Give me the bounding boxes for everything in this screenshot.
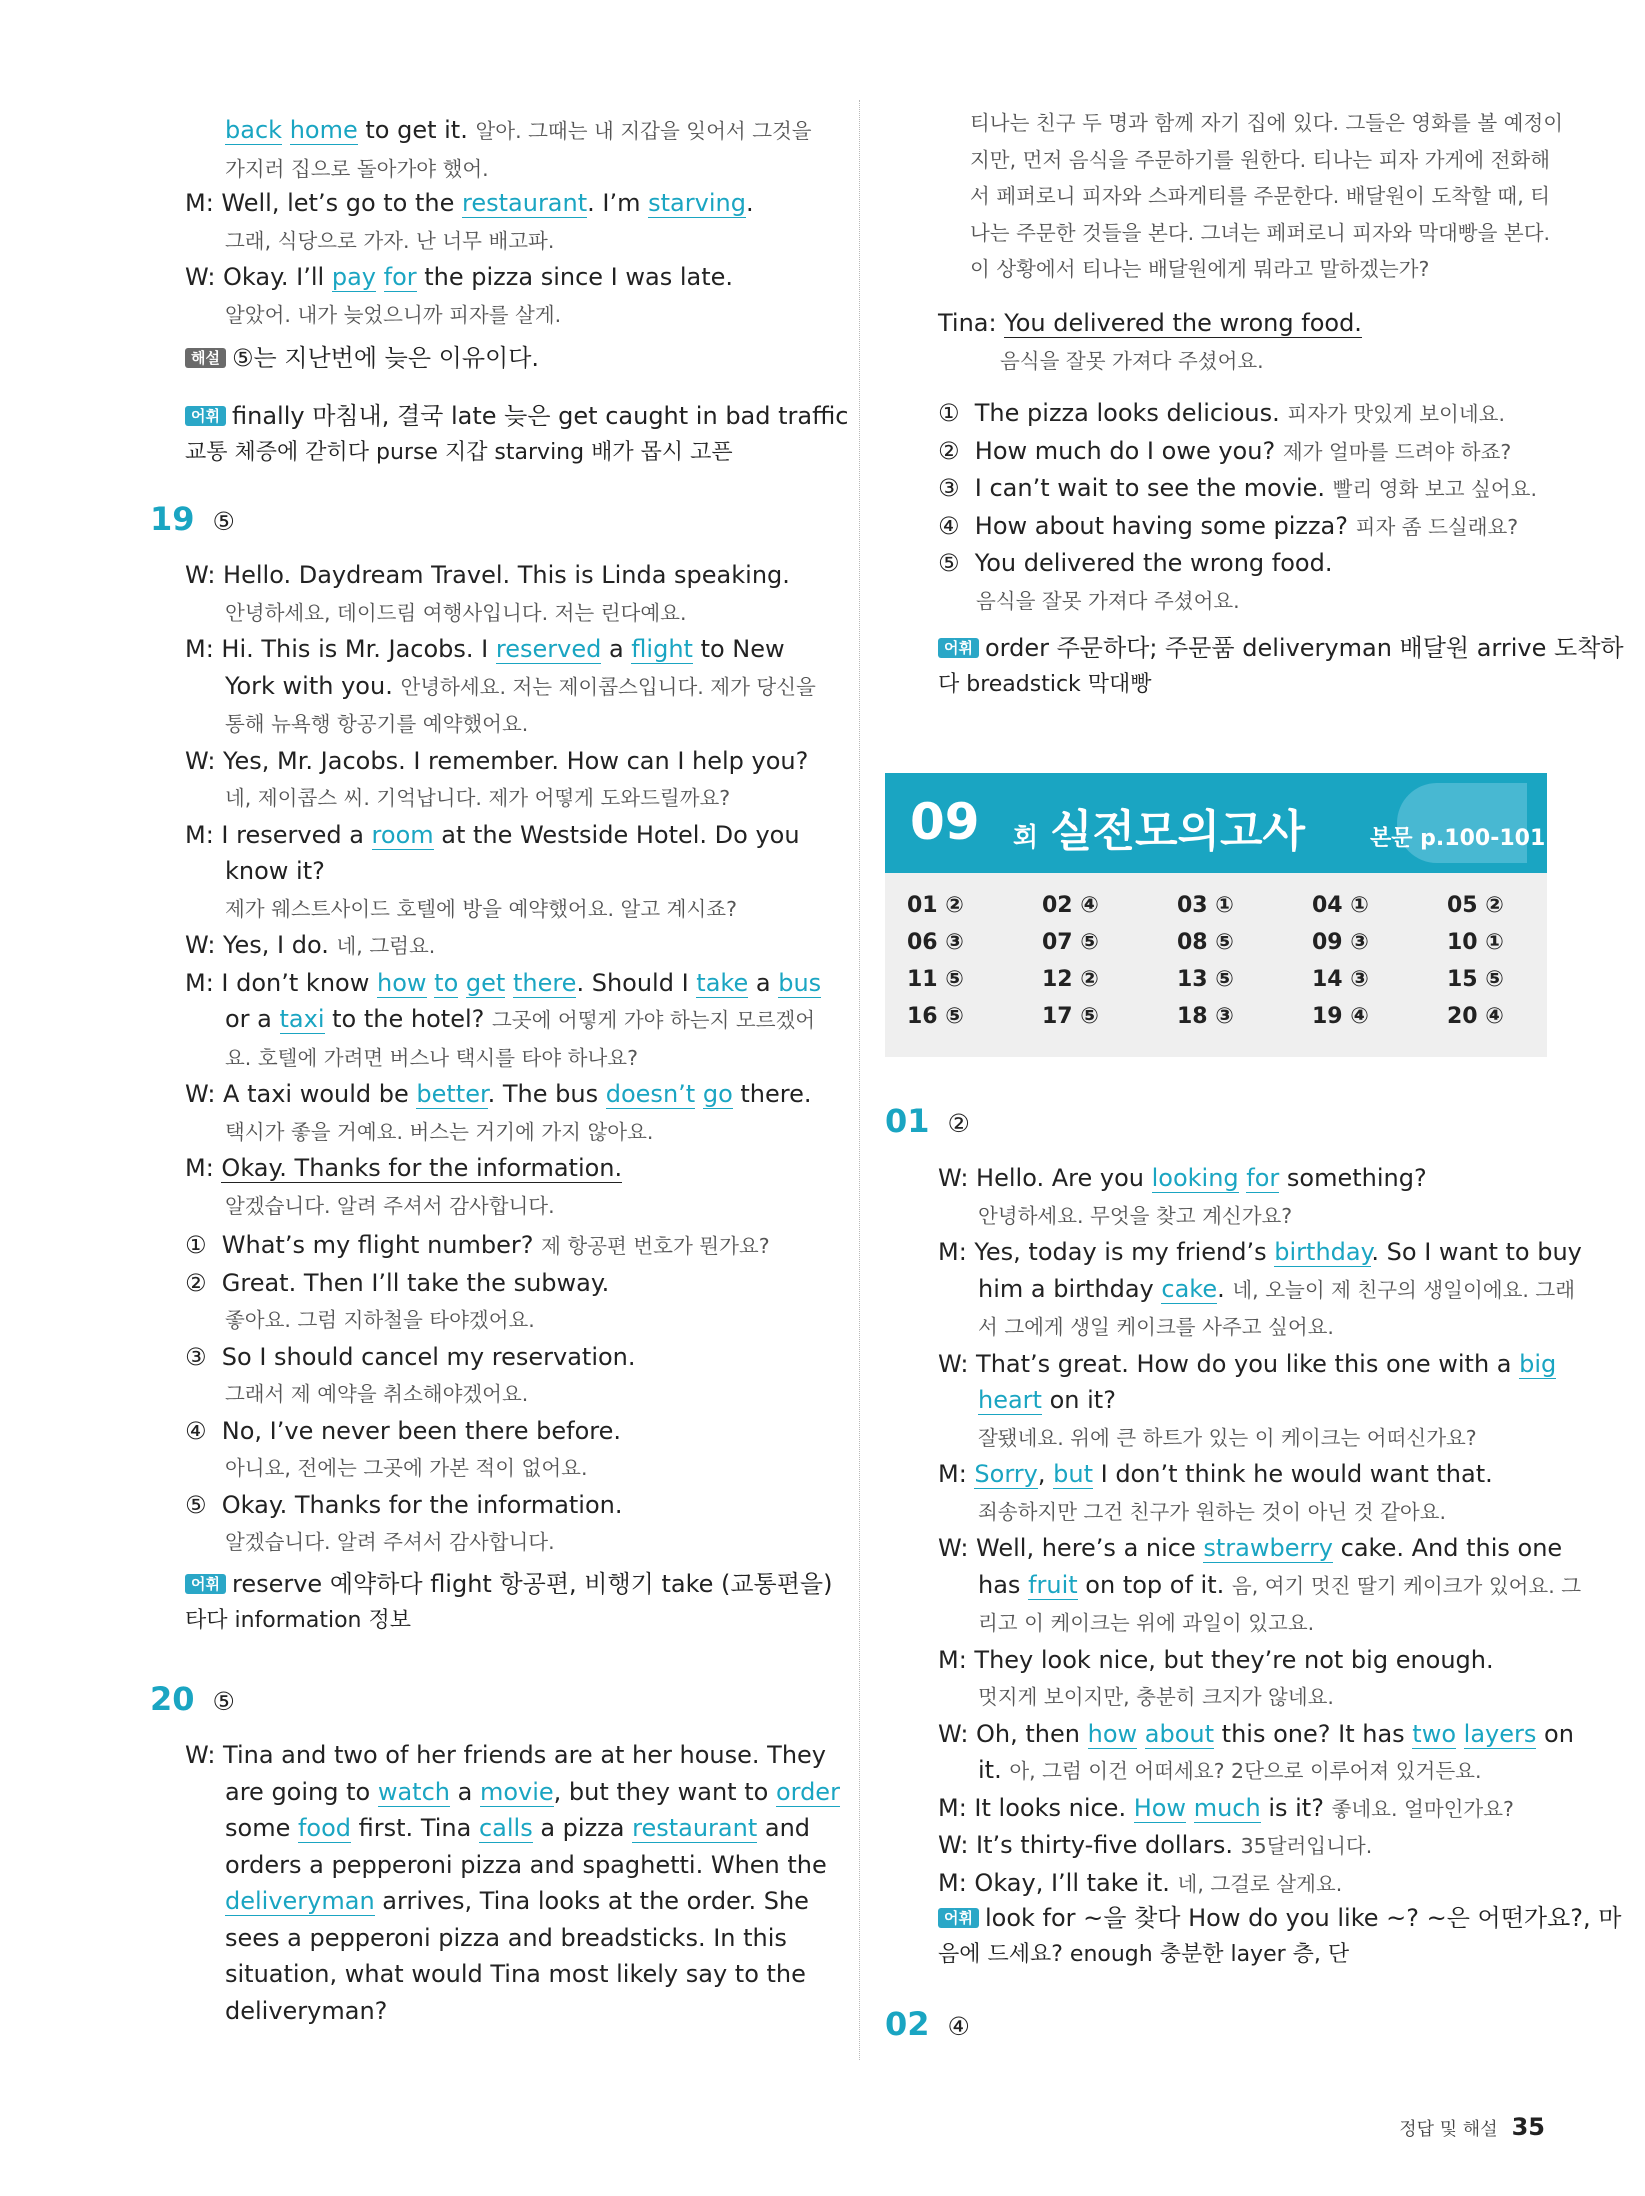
q01-vocab: 어휘 look for ~을 찾다 How do you like ~? ~은 어떤가요?, 마 음에 드세요? enough 충분한 layer 층, 단 — [938, 1904, 1622, 1967]
answer-item: 04 ① — [1312, 893, 1369, 918]
page-footer — [1399, 2113, 1545, 2141]
answer-item: 16 ⑤ — [907, 1004, 964, 1029]
answer-item: 08 ⑤ — [1177, 930, 1234, 955]
answer-item: 06 ③ — [907, 930, 964, 955]
banner-title: 실전모의고사 — [1050, 806, 1306, 857]
q19-dialogue: W: Hello. Daydream Travel. This is Linda speaking. 안녕하세요, 데이드림 여행사입니다. 저는 린다예요. M: Hi. This is Mr. Jacobs. I reserved a flight to New York with you. 안녕하세요. 저는 제이콥스입니다. 제가 당신을 통해 뉴욕행 항공기를 예약했어요. W: Yes, Mr. Jacobs. I remember. How can I help you? 네, 제이콥스 씨. 기억납니다. 제가 어떻게 도와드릴까요? M: I reserved a room at the Westside Hotel. Do you know it? 제가 웨스트사이드 호텔에 방을 예약했어요. 알고 계시죠? W: Yes, I do. 네, 그럼요. M: I don’t know how to get there. Should I take a bus or a taxi to the hotel? 그곳에 어떻게 가야 하는지 모르겠어 요. 호텔에 가려면 버스나 택시를 타야 하나요? W: A taxi would be better. The bus doesn’t go there. 택시가 좋을 거예요. 버스는 거기에 가지 않아요. M: Okay. Thanks for the information. 알겠습니다. 알려 주셔서 감사합니다. — [185, 561, 822, 1218]
question-answer: ② — [947, 1109, 970, 1138]
q19-header — [150, 500, 235, 538]
answer-item: 05 ② — [1447, 893, 1504, 918]
column-divider — [859, 100, 860, 2060]
answer-item: 07 ⑤ — [1042, 930, 1099, 955]
dialogue-line: W: Okay. I’ll pay for the pizza since I was late. — [185, 263, 734, 291]
question-answer: ⑤ — [212, 1687, 235, 1716]
q18-explanation: 해설 ⑤는 지난번에 늦은 이유이다. — [185, 340, 539, 377]
q18-dialogue — [185, 185, 754, 333]
answer-item: 12 ② — [1042, 967, 1099, 992]
q20-options: ① The pizza looks delicious. 피자가 맛있게 보이네요. ② How much do I owe you? 제가 얼마를 드려야 하죠? ③ I can’t wait to see the movie. 빨리 영화 보고 싶어요. ④ How about having some pizza? 피자 좀 드실래요? ⑤ You delivered the wrong food. 음식을 잘못 가져다 주셨어요. — [938, 399, 1537, 613]
q20-translation: 티나는 친구 두 명과 함께 자기 집에 있다. 그들은 영화를 볼 예정이 지만, 먼저 음식을 주문하기를 원한다. 티나는 피자 가게에 전화해 서 페퍼로니 피자와 스파게티를 주문한다. 배달원이 도착할 때, 티 나는 주문한 것들을 본다. 그녀는 페퍼로니 피자와 막대빵을 본다. 이 상황에서 티나는 배달원에게 뭐라고 말하겠는가? — [970, 111, 1564, 281]
answer-item: 11 ⑤ — [907, 967, 964, 992]
question-number: 19 — [150, 500, 195, 538]
q01-header — [885, 1102, 970, 1140]
answer-item: 20 ④ — [1447, 1004, 1504, 1029]
q20-answer-line: Tina: You delivered the wrong food. 음식을 잘못 가져다 주셨어요. — [938, 309, 1362, 373]
banner-suffix: 회 — [1013, 823, 1039, 853]
vocab-tag: 어휘 — [185, 1574, 226, 1594]
answer-item: 09 ③ — [1312, 930, 1369, 955]
dialogue-line: back home to get it. 알아. 그때는 내 지갑을 잊어서 그것을 — [225, 116, 812, 144]
q20-vocab: 어휘 order 주문하다; 주문품 deliveryman 배달원 arrive 도착하 다 breadstick 막대빵 — [938, 634, 1624, 697]
vocab-tag: 어휘 — [938, 638, 979, 658]
translation-line: 가지러 집으로 돌아가야 했어. — [225, 156, 489, 181]
vocab-tag: 어휘 — [938, 1908, 979, 1928]
question-number: 02 — [885, 2005, 930, 2043]
q19-options: ① What’s my flight number? 제 항공편 번호가 뭔가요? ② Great. Then I’ll take the subway. 좋아요. 그럼 지하철을 타야겠어요. ③ So I should cancel my reservation. 그래서 제 예약을 취소해야겠어요. ④ No, I’ve never been there before. 아니요, 전에는 그곳에 가본 적이 없어요. ⑤ Okay. Thanks for the information. 알겠습니다. 알려 주셔서 감사합니다. — [185, 1231, 770, 1554]
answer-item: 14 ③ — [1312, 967, 1369, 992]
answer-item: 15 ⑤ — [1447, 967, 1504, 992]
q19-vocab: 어휘 reserve 예약하다 flight 항공편, 비행기 take (교통편을) 타다 information 정보 — [185, 1570, 833, 1633]
q01-dialogue: W: Hello. Are you looking for something? 안녕하세요. 무엇을 찾고 계신가요? M: Yes, today is my friend’s birthday. So I want to buy him a birthday cake. 네, 오늘이 제 친구의 생일이에요. 그래 서 그에게 생일 케이크를 사주고 싶어요. W: That’s great. How do you like this one with a big heart on it? 잘됐네요. 위에 큰 하트가 있는 이 케이크는 어떠신가요? M: Sorry, but I don’t think he would want that. 죄송하지만 그건 친구가 원하는 것이 아닌 것 같아요. W: Well, here’s a nice strawberry cake. And this one has fruit on top of it. 음, 여기 멋진 딸기 케이크가 있어요. 그 리고 이 케이크는 위에 과일이 있고요. M: They look nice, but they’re not big enough. 멋지게 보이지만, 충분히 크지가 않네요. W: Oh, then how about this one? It has two layers on it. 아, 그럼 이건 어떠세요? 2단으로 이루어져 있거든요. M: It looks nice. How much is it? 좋네요. 얼마인가요? W: It’s thirty-five dollars. 35달러입니다. M: Okay, I’ll take it. 네, 그걸로 살게요. — [938, 1164, 1582, 1897]
answer-item: 02 ④ — [1042, 893, 1099, 918]
question-answer: ⑤ — [212, 507, 235, 536]
q18-vocab: 어휘 finally 마침내, 결국 late 늦은 get caught in bad traffic 교통 체증에 갇히다 purse 지갑 starving 배가 몹시 고픈 — [185, 402, 849, 465]
test-banner — [885, 773, 1547, 873]
translation-line: 그래, 식당으로 가자. 난 너무 배고파. — [225, 228, 555, 253]
q18-continuation — [225, 112, 812, 187]
page-number: 35 — [1511, 2113, 1545, 2141]
question-number: 20 — [150, 1680, 195, 1718]
answer-item: 19 ④ — [1312, 1004, 1369, 1029]
answer-item: 17 ⑤ — [1042, 1004, 1099, 1029]
q02-header — [885, 2005, 970, 2043]
question-number: 01 — [885, 1102, 930, 1140]
vocab-tag: 어휘 — [185, 406, 226, 426]
answer-item: 13 ⑤ — [1177, 967, 1234, 992]
answer-item: 18 ③ — [1177, 1004, 1234, 1029]
q20-header — [150, 1680, 235, 1718]
question-answer: ④ — [947, 2012, 970, 2041]
footer-label: 정답 및 해설 — [1399, 2119, 1498, 2140]
banner-page-ref: 본문 p.100-101 — [1370, 826, 1546, 851]
answer-item: 10 ① — [1447, 930, 1504, 955]
explanation-tag: 해설 — [185, 348, 226, 368]
q20-situation: W: Tina and two of her friends are at her house. They are going to watch a movie, but they want to order some food first. Tina calls a pizza restaurant and orders a pepperoni pizza and spaghetti. When the deliveryman arrives, Tina looks at the order. She sees a pepperoni pizza and breadsticks. In this situation, what would Tina most likely say to the deliveryman? — [185, 1741, 840, 2025]
answer-item: 03 ① — [1177, 893, 1234, 918]
banner-number: 09 — [910, 793, 980, 851]
answer-key-grid — [885, 873, 1547, 1057]
translation-line: 알았어. 내가 늦었으니까 피자를 살게. — [225, 302, 562, 327]
answer-item: 01 ② — [907, 893, 964, 918]
dialogue-line: M: Well, let’s go to the restaurant. I’m starving. — [185, 189, 754, 217]
